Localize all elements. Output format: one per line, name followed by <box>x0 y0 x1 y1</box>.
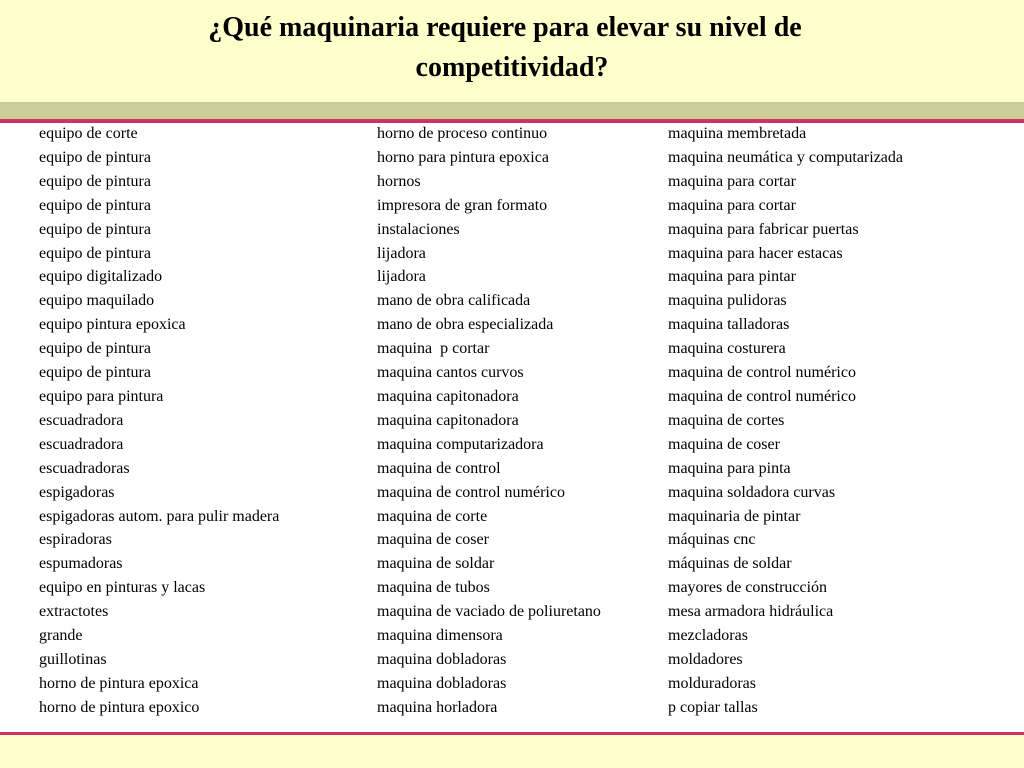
list-item: horno de pintura epoxico <box>39 698 200 716</box>
slide-title <box>0 8 1024 88</box>
list-item: maquina neumática y computarizada <box>668 148 904 166</box>
list-item: maquina de soldar <box>377 555 495 573</box>
list-item: mesa armadora hidráulica <box>668 603 834 621</box>
list-item: maquina dimensora <box>377 627 503 645</box>
list-item: equipo maquilado <box>39 292 155 310</box>
list-item: maquina de control numérico <box>377 483 565 501</box>
list-item: maquina de coser <box>377 531 489 549</box>
list-item: equipo de pintura <box>39 364 151 382</box>
header-band <box>0 0 1024 102</box>
list-item: instalaciones <box>377 220 460 238</box>
list-item: maquina de corte <box>377 507 488 525</box>
list-item: impresora de gran formato <box>377 196 548 214</box>
list-item: mano de obra especializada <box>377 316 554 334</box>
list-item: maquina capitonadora <box>377 411 519 429</box>
list-item: espumadoras <box>39 555 123 573</box>
list-item: equipo de pintura <box>39 148 151 166</box>
list-item: maquina pulidoras <box>668 292 787 310</box>
list-item: maquina de tubos <box>377 579 490 597</box>
list-item: extractotes <box>39 603 109 621</box>
list-item: mezcladoras <box>668 627 748 645</box>
title-line-2: competitividad? <box>415 52 609 83</box>
machinery-column-2 <box>377 122 601 720</box>
list-item: maquina de control numérico <box>668 364 856 382</box>
list-item: espiradoras <box>39 531 112 549</box>
list-item: equipo para pintura <box>39 387 164 405</box>
list-item: escuadradora <box>39 435 124 453</box>
list-item: p copiar tallas <box>668 698 758 716</box>
list-item: equipo digitalizado <box>39 268 163 286</box>
list-item: horno de proceso continuo <box>377 125 548 142</box>
list-item: maquina p cortar <box>377 340 490 358</box>
list-item: espigadoras autom. para pulir madera <box>39 507 280 525</box>
list-item: maquina cantos curvos <box>377 364 524 382</box>
list-item: moldadores <box>668 650 743 668</box>
list-item: equipo de pintura <box>39 244 151 262</box>
list-item: maquina computarizadora <box>377 435 544 453</box>
machinery-column-1 <box>39 122 279 720</box>
list-item: maquina de vaciado de poliuretano <box>377 603 601 621</box>
green-divider-band <box>0 102 1024 119</box>
list-item: maquina para cortar <box>668 172 796 190</box>
list-item: maquina talladoras <box>668 316 790 334</box>
list-item: maquina membretada <box>668 125 807 142</box>
list-item: horno de pintura epoxica <box>39 674 199 692</box>
list-item: máquinas cnc <box>668 531 756 549</box>
list-item: escuadradora <box>39 411 124 429</box>
list-item: mayores de construcción <box>668 579 828 597</box>
list-item: mano de obra calificada <box>377 292 531 310</box>
list-item: lijadora <box>377 244 426 262</box>
list-item: guillotinas <box>39 650 107 668</box>
list-item: maquina para cortar <box>668 196 796 214</box>
list-item: espigadoras <box>39 483 115 501</box>
list-item: maquina de coser <box>668 435 780 453</box>
list-item: hornos <box>377 172 421 190</box>
list-item: equipo en pinturas y lacas <box>39 579 206 597</box>
list-item: maquina para pinta <box>668 459 791 477</box>
list-item: molduradoras <box>668 674 756 692</box>
list-item: maquina costurera <box>668 340 786 358</box>
list-item: maquina dobladoras <box>377 650 507 668</box>
list-item: maquina horladora <box>377 698 498 716</box>
list-item: maquina para pintar <box>668 268 796 286</box>
list-item: equipo de pintura <box>39 196 151 214</box>
machinery-column-3 <box>668 122 903 720</box>
list-item: maquinaria de pintar <box>668 507 801 525</box>
list-item: maquina dobladoras <box>377 674 507 692</box>
list-item: horno para pintura epoxica <box>377 148 549 166</box>
list-item: maquina capitonadora <box>377 387 519 405</box>
footer-band <box>0 735 1024 768</box>
list-item: maquina para fabricar puertas <box>668 220 859 238</box>
list-item: maquina soldadora curvas <box>668 483 836 501</box>
list-item: equipo pintura epoxica <box>39 316 186 334</box>
list-item: equipo de pintura <box>39 220 151 238</box>
title-line-1: ¿Qué maquinaria requiere para elevar su nivel de <box>208 12 802 43</box>
list-item: grande <box>39 627 83 645</box>
list-item: equipo de pintura <box>39 172 151 190</box>
list-item: máquinas de soldar <box>668 555 792 573</box>
list-item: maquina de control <box>377 459 501 477</box>
list-item: equipo de pintura <box>39 340 151 358</box>
list-item: maquina para hacer estacas <box>668 244 843 262</box>
list-item: maquina de cortes <box>668 411 785 429</box>
list-item: lijadora <box>377 268 426 286</box>
list-item: maquina de control numérico <box>668 387 856 405</box>
list-item: equipo de corte <box>39 125 138 142</box>
list-item: escuadradoras <box>39 459 130 477</box>
